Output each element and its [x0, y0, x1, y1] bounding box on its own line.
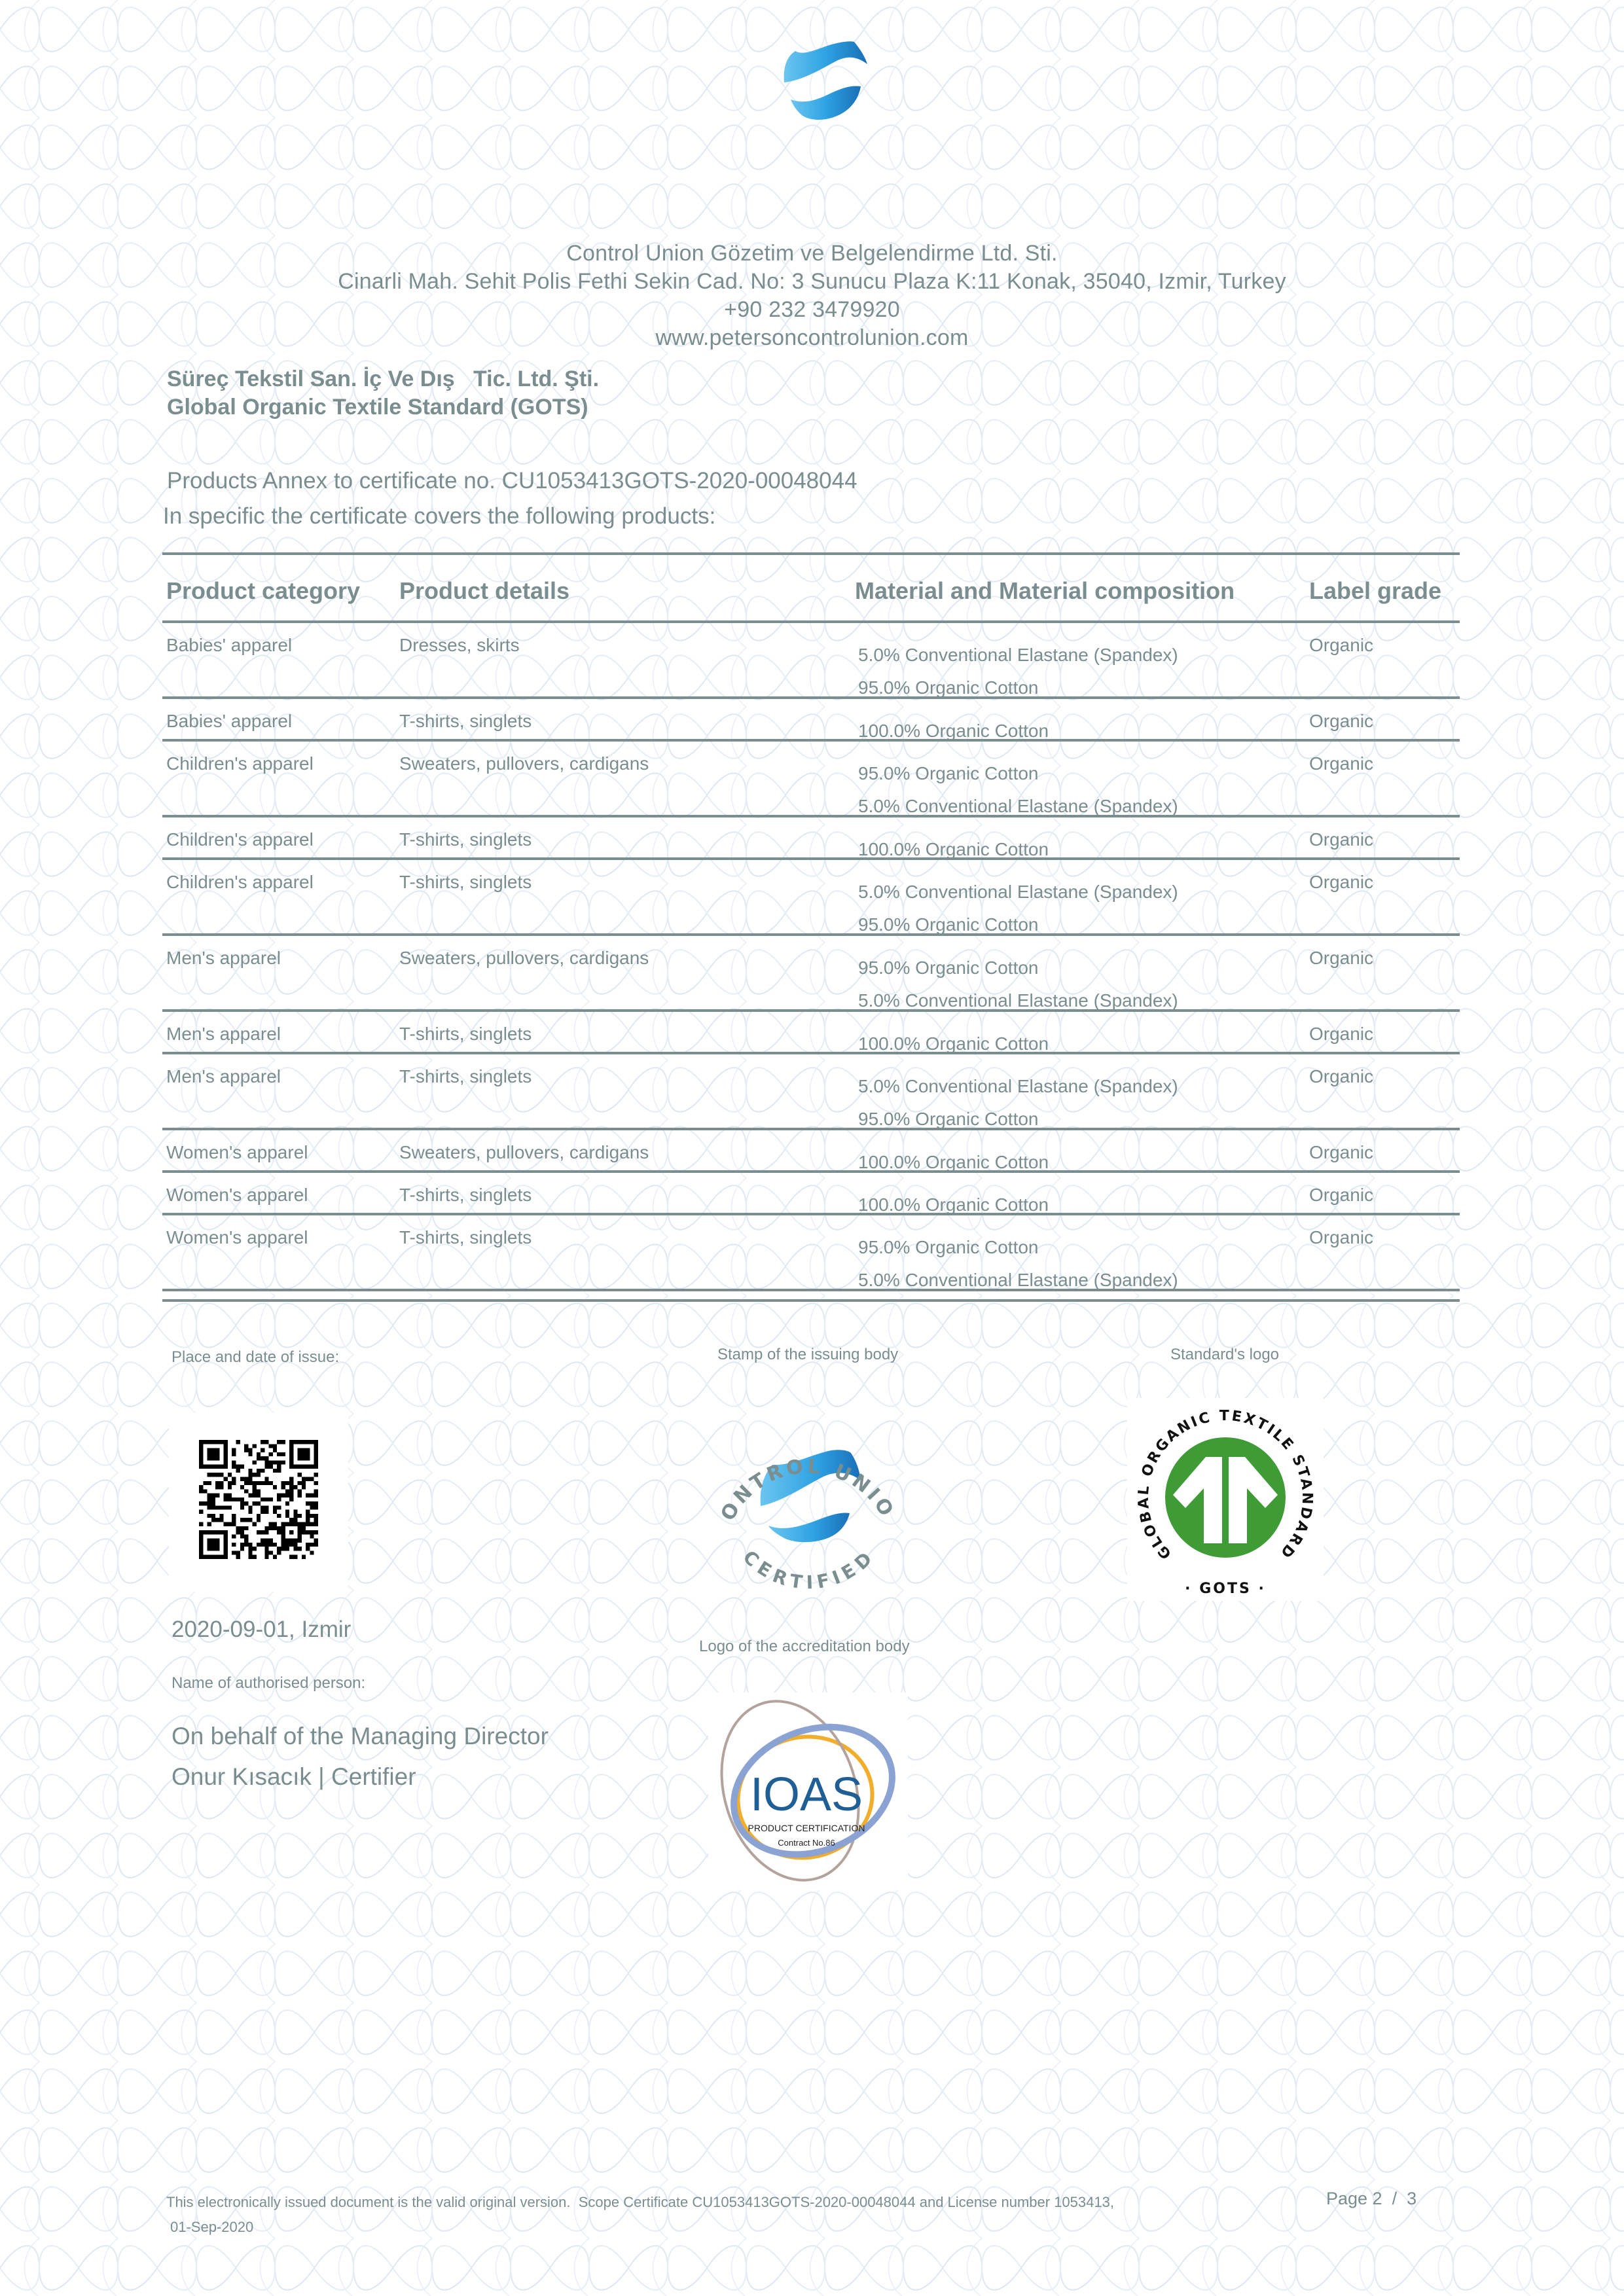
authorised-person-role: On behalf of the Managing Director — [171, 1723, 549, 1749]
cell-label-grade: Organic — [1309, 1227, 1374, 1247]
cell-product-details: T-shirts, singlets — [399, 1227, 532, 1247]
footer-note — [166, 2190, 1114, 2240]
header-product-category: Product category — [166, 577, 361, 604]
cell-product-category: Children's apparel — [166, 829, 314, 850]
material-line: 100.0% Organic Cotton — [858, 721, 1049, 741]
svg-text:CONTROL UNION — [700, 1391, 899, 1525]
ioas-wordmark: IOAS — [749, 1768, 863, 1821]
material-line: 5.0% Conventional Elastane (Spandex) — [858, 645, 1178, 665]
table-row — [162, 936, 1460, 1009]
ioas-accreditation-logo — [708, 1693, 908, 1890]
cell-material-composition — [858, 1231, 1178, 1297]
cell-product-details: T-shirts, singlets — [399, 711, 532, 731]
cell-label-grade: Organic — [1309, 1066, 1374, 1086]
cell-product-details: T-shirts, singlets — [399, 1185, 532, 1205]
header-label-grade: Label grade — [1309, 577, 1442, 604]
footer-line2: 01-Sep-2020 — [170, 2219, 254, 2235]
issuer-phone: +90 232 3479920 — [724, 297, 900, 322]
material-line: 95.0% Organic Cotton — [858, 1237, 1039, 1257]
cell-product-details: Sweaters, pullovers, cardigans — [399, 948, 649, 968]
cell-material-composition — [858, 639, 1178, 704]
cell-product-category: Women's apparel — [166, 1185, 308, 1205]
qr-code-image — [199, 1440, 318, 1559]
authorised-person-name: Onur Kısacık | Certifier — [171, 1763, 416, 1790]
material-line: 100.0% Organic Cotton — [858, 1152, 1049, 1172]
verification-qr-code[interactable] — [169, 1412, 348, 1592]
cell-label-grade: Organic — [1309, 1142, 1374, 1162]
material-line: 5.0% Conventional Elastane (Spandex) — [858, 990, 1178, 1011]
cell-product-details: Sweaters, pullovers, cardigans — [399, 1142, 649, 1162]
cell-product-details: T-shirts, singlets — [399, 829, 532, 850]
material-line: 95.0% Organic Cotton — [858, 914, 1039, 935]
issuer-block — [0, 240, 1624, 352]
standard-logo-label: Standard's logo — [1170, 1346, 1280, 1363]
material-line: 100.0% Organic Cotton — [858, 1033, 1049, 1054]
ioas-line1: PRODUCT CERTIFICATION — [748, 1823, 865, 1833]
cell-product-category: Babies' apparel — [166, 635, 293, 655]
cell-product-details: T-shirts, singlets — [399, 872, 532, 892]
cell-label-grade: Organic — [1309, 872, 1374, 892]
cell-label-grade: Organic — [1309, 711, 1374, 731]
authorised-person-label: Name of authorised person: — [171, 1674, 366, 1692]
table-row — [162, 860, 1460, 933]
material-line: 100.0% Organic Cotton — [858, 839, 1049, 859]
table-body — [162, 623, 1460, 1291]
stamp-ring-text-bottom: CERTIFIED — [738, 1546, 878, 1594]
accreditation-logo-label: Logo of the accreditation body — [699, 1638, 910, 1655]
cell-material-composition — [858, 757, 1178, 823]
table-row — [162, 623, 1460, 696]
row-divider — [162, 1289, 1460, 1291]
cell-product-details: T-shirts, singlets — [399, 1024, 532, 1044]
cell-material-composition — [858, 876, 1178, 941]
table-row — [162, 1130, 1460, 1170]
issuer-address: Cinarli Mah. Sehit Polis Fethi Sekin Cad. No: 3 Sunucu Plaza K:11 Konak, 35040, Izmir, Turkey — [338, 269, 1286, 294]
cell-product-category: Women's apparel — [166, 1142, 308, 1162]
table-row — [162, 1054, 1460, 1128]
stamp-label: Stamp of the issuing body — [717, 1346, 899, 1363]
place-date-label: Place and date of issue: — [171, 1348, 340, 1366]
material-line: 100.0% Organic Cotton — [858, 1194, 1049, 1215]
issuer-website[interactable]: www.petersoncontrolunion.com — [655, 325, 969, 350]
cell-product-category: Children's apparel — [166, 872, 314, 892]
table-row — [162, 742, 1460, 815]
table-row — [162, 699, 1460, 739]
cell-product-category: Women's apparel — [166, 1227, 308, 1247]
annex-intro: In specific the certificate covers the following products: — [163, 503, 716, 529]
cell-label-grade: Organic — [1309, 948, 1374, 968]
header-material-composition: Material and Material composition — [855, 577, 1235, 604]
cell-product-category: Children's apparel — [166, 753, 314, 774]
page-number: Page 2 / 3 — [1326, 2189, 1417, 2208]
header-product-details: Product details — [399, 577, 570, 604]
cell-label-grade: Organic — [1309, 635, 1374, 655]
material-line: 5.0% Conventional Elastane (Spandex) — [858, 1270, 1178, 1290]
cell-product-category: Men's apparel — [166, 1066, 281, 1086]
gots-standard-logo — [1127, 1398, 1324, 1601]
certificate-holder — [167, 365, 599, 422]
table-header-row — [162, 555, 1460, 620]
cell-label-grade: Organic — [1309, 1024, 1374, 1044]
issue-place-date: 2020-09-01, Izmir — [171, 1617, 352, 1642]
material-line: 5.0% Conventional Elastane (Spandex) — [858, 796, 1178, 816]
material-line: 95.0% Organic Cotton — [858, 677, 1039, 698]
cell-material-composition — [858, 1070, 1178, 1136]
cell-product-category: Men's apparel — [166, 1024, 281, 1044]
material-line: 95.0% Organic Cotton — [858, 1109, 1039, 1129]
gots-ring-text: GLOBAL ORGANIC TEXTILE STANDARD — [1135, 1408, 1316, 1562]
holder-standard: Global Organic Textile Standard (GOTS) — [167, 395, 588, 420]
cell-product-details: T-shirts, singlets — [399, 1066, 532, 1086]
cell-label-grade: Organic — [1309, 753, 1374, 774]
annex-heading — [163, 463, 857, 534]
material-line: 95.0% Organic Cotton — [858, 763, 1039, 783]
cell-product-category: Men's apparel — [166, 948, 281, 968]
cell-label-grade: Organic — [1309, 1185, 1374, 1205]
svg-text:CERTIFIED — [739, 1546, 878, 1593]
cell-product-details: Dresses, skirts — [399, 635, 520, 655]
table-row — [162, 817, 1460, 857]
holder-company-name: Süreç Tekstil San. İç Ve Dış Tic. Ltd. Şti. — [167, 367, 600, 391]
cell-material-composition — [858, 952, 1178, 1017]
products-table — [162, 552, 1460, 1302]
footer-line1: This electronically issued document is the valid original version. Scope Certificate CU1053413GOTS-2020-00048044 and License number 1053413, — [166, 2194, 1114, 2210]
authorised-person — [171, 1716, 549, 1797]
table-row — [162, 1012, 1460, 1052]
ioas-line2: Contract No.86 — [778, 1838, 835, 1848]
issuer-name: Control Union Gözetim ve Belgelendirme Ltd. Sti. — [566, 241, 1058, 266]
table-bottom-rule — [162, 1299, 1460, 1302]
gots-bottom-text: · GOTS · — [1185, 1581, 1266, 1597]
cell-product-category: Babies' apparel — [166, 711, 293, 731]
material-line: 5.0% Conventional Elastane (Spandex) — [858, 1076, 1178, 1096]
material-line: 95.0% Organic Cotton — [858, 958, 1039, 978]
table-row — [162, 1215, 1460, 1289]
table-row — [162, 1173, 1460, 1213]
control-union-logo — [766, 31, 871, 136]
annex-title: Products Annex to certificate no. CU1053413GOTS-2020-00048044 — [167, 468, 857, 493]
control-union-certified-stamp — [700, 1391, 916, 1607]
cell-product-details: Sweaters, pullovers, cardigans — [399, 753, 649, 774]
material-line: 5.0% Conventional Elastane (Spandex) — [858, 882, 1178, 902]
cell-label-grade: Organic — [1309, 829, 1374, 850]
stamp-ring-text-top: ONTROL UNIO — [716, 1454, 900, 1525]
